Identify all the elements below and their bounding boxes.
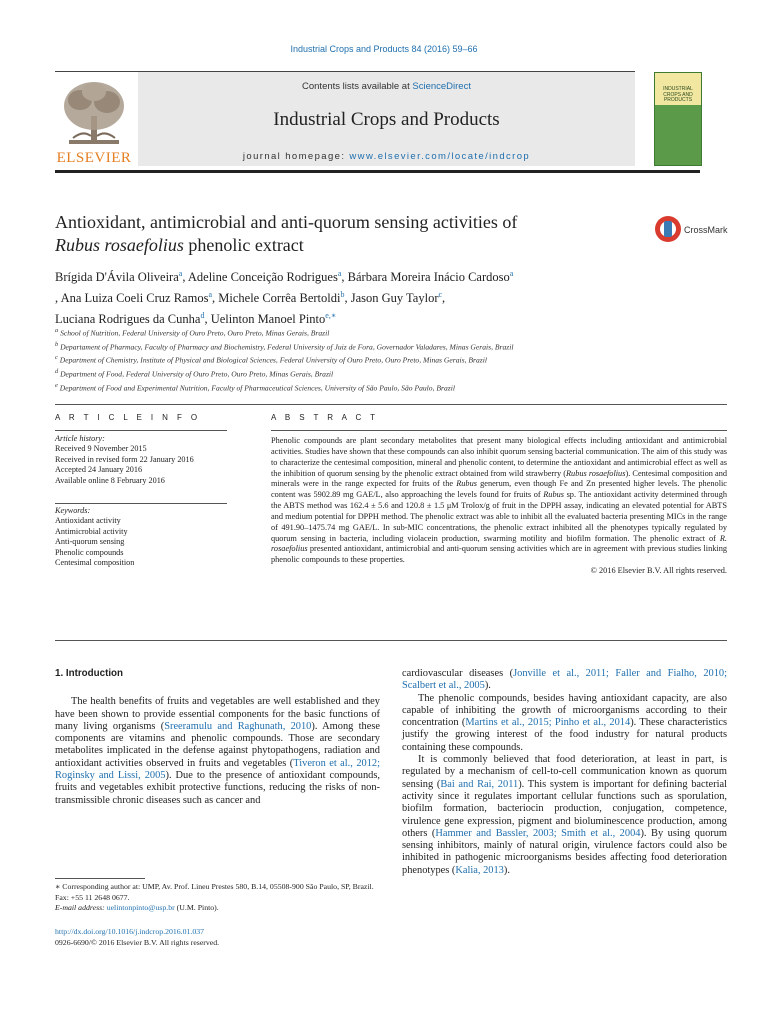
corresponding-author-footnote: ∗ Corresponding author at: UMP, Av. Prof. Lineu Prestes 580, B.14, 05508-900 São Paulo, SP, Brazil. Fax: +55 11 2648 0677. E-mail address: uelintonpinto@usp.br (U.M. Pinto).: [55, 882, 374, 912]
header-bottom-rule: [55, 170, 700, 173]
citation-link[interactable]: Jonville et al., 2011; Faller and Fialho, 2010; Scalbert et al., 2005: [402, 668, 727, 692]
author-list: Brígida D'Ávila Oliveira$^a$, Adeline Conceição Rodrigues$^a$, Bárbara Moreira Inácio Cardoso$^a$ , Ana Luiza Coeli Cruz Ramos$^a$, Michele Corrêa Bertoldi$^b$, Jason Guy Taylor$^c$, Luciana Rodrigues da Cunha$^d$, Uelinton Manoel Pinto$^{e,∗}$: [55, 269, 514, 327]
author-affiliation-mark[interactable]: a: [208, 290, 213, 300]
body-left-column: 1. Introduction The health benefits of fruits and vegetables are well established and they have been shown to provide essential components for the basic functions of many living organisms (Sreeramulu and Raghunath, 2010). Among these components are vitamins and phenolic compounds. Those are secondary metabolites implicated in the defense against phytopathogens, radiation and antioxidant activities observed in fruits and vegetables (Tiveron et al., 2012; Roginsky and Lissi, 2005). Due to the presence of antioxidant compounds, fruits and vegetables exhibit protective functions, reducing the risks of non-transmissible chronic diseases such as cancer and: [55, 668, 380, 806]
title-species: Rubus rosaefolius: [55, 235, 184, 255]
journal-title: Industrial Crops and Products: [273, 109, 500, 130]
homepage-line: [138, 151, 635, 162]
author: Ana Luiza Coeli Cruz Ramos: [60, 291, 209, 306]
author: Luciana Rodrigues da Cunha: [55, 312, 201, 327]
doi-link[interactable]: http://dx.doi.org/10.1016/j.indcrop.2016.01.037: [55, 927, 205, 936]
affiliation-item: $^d$ Department of Food, Federal University of Ouro Preto, Ouro Preto, Minas Gerais, Brazil: [55, 368, 334, 379]
keyword-item: Antioxidant activity: [55, 516, 121, 526]
author-affiliation-mark[interactable]: d: [200, 311, 205, 321]
title-line-2: phenolic extract: [183, 235, 304, 255]
history-item: Available online 8 February 2016: [55, 475, 165, 485]
copyright-notice: © 2016 Elsevier B.V. All rights reserved.: [590, 566, 727, 576]
citation-link[interactable]: Hammer and Bassler, 2003; Smith et al., 2004: [435, 827, 641, 839]
author-affiliation-mark[interactable]: a: [337, 269, 342, 278]
author: Adeline Conceição Rodrigues: [187, 270, 338, 285]
author-affiliation-mark[interactable]: a: [178, 269, 183, 278]
affiliation-item: $^e$ Department of Food and Experimental Nutrition, Faculty of Pharmaceutical Sciences, University of São Paulo, São Paulo, Brazil: [55, 381, 455, 393]
author-affiliation-mark[interactable]: e,∗: [325, 311, 337, 321]
author-affiliation-mark[interactable]: b: [340, 290, 345, 300]
crossmark-icon[interactable]: [653, 214, 683, 244]
contents-prefix: Contents lists available at: [302, 81, 413, 92]
citation-link[interactable]: Sreeramulu and Raghunath, 2010: [164, 720, 312, 732]
abstract-bottom-rule: [55, 640, 727, 641]
affiliation-item: $^c$ Department of Chemistry, Institute of Physical and Biological Sciences, Federal University of Ouro Preto, Ouro Preto, Minas Gerais, Brazil: [55, 354, 487, 365]
article-title: [55, 211, 635, 257]
introduction-heading: 1. Introduction: [55, 668, 124, 679]
crossmark-label[interactable]: CrossMark: [684, 225, 728, 235]
history-item: Received in revised form 22 January 2016: [55, 454, 194, 464]
footnote-rule: [55, 878, 145, 879]
history-item: Accepted 24 January 2016: [55, 465, 143, 475]
title-line-1: Antioxidant, antimicrobial and anti-quorum sensing activities of: [55, 212, 518, 232]
history-item: Received 9 November 2015: [55, 444, 147, 454]
homepage-prefix: journal homepage:: [242, 151, 350, 162]
doi-block: [55, 927, 380, 948]
history-label: Article history:: [55, 434, 105, 443]
journal-cover-thumbnail[interactable]: [654, 72, 702, 166]
citation-link[interactable]: Martins et al., 2015; Pinho et al., 2014: [465, 717, 631, 729]
article-info-rule: [55, 430, 227, 431]
keywords-label: Keywords:: [55, 506, 91, 515]
cover-title: INDUSTRIAL CROPS AND PRODUCTS: [663, 86, 693, 103]
citation-link[interactable]: Tiveron et al., 2012; Roginsky and Lissi, 2005: [55, 757, 380, 782]
keyword-item: Antimicrobial activity: [55, 526, 128, 536]
rights-line: 0926-6690/© 2016 Elsevier B.V. All rights reserved.: [55, 937, 220, 947]
abstract-heading: A B S T R A C T: [271, 413, 379, 422]
author: Brígida D'Ávila Oliveira: [55, 270, 179, 285]
keywords-rule: [55, 503, 227, 504]
keyword-item: Anti-quorum sensing: [55, 537, 125, 547]
contents-line: [138, 81, 635, 92]
author-affiliation-mark[interactable]: a: [509, 269, 514, 278]
article-info-heading: A R T I C L E I N F O: [55, 413, 201, 422]
affiliation-list: [55, 325, 705, 394]
article-history: [55, 434, 227, 486]
journal-reference[interactable]: Industrial Crops and Products 84 (2016) 59–66: [290, 44, 478, 54]
author: Jason Guy Taylor: [350, 291, 439, 306]
keyword-item: Phenolic compounds: [55, 547, 124, 557]
homepage-link[interactable]: www.elsevier.com/locate/indcrop: [349, 151, 531, 162]
abstract-rule: [271, 430, 727, 431]
citation-link[interactable]: Kalia, 2013: [455, 864, 504, 876]
email-link[interactable]: uelintonpinto@usp.br: [106, 903, 175, 912]
elsevier-wordmark: ELSEVIER: [56, 150, 132, 166]
keywords: [55, 506, 227, 568]
author-affiliation-mark[interactable]: c: [438, 290, 443, 300]
affiliation-item: $^a$ School of Nutrition, Federal University of Ouro Preto, Ouro Preto, Minas Gerais, Brazil: [55, 327, 330, 338]
section-top-rule: [55, 404, 727, 405]
citation-link[interactable]: Bai and Rai, 2011: [440, 778, 519, 790]
author: Michele Corrêa Bertoldi: [218, 291, 341, 306]
affiliation-item: $^b$ Departament of Pharmacy, Faculty of Pharmacy and Biochemistry, Federal University of Juiz de Fora, Governador Valadares, Minas Gerais, Brazil: [55, 340, 514, 352]
body-right-column: cardiovascular diseases (Jonville et al., 2011; Faller and Fialho, 2010; Scalbert et al., 2005). The phenolic compounds, besides having antioxidant capacity, are also capable of inhibiting the growth of microorganisms according to their concentration (Martins et al., 2015; Pinho et al., 2014). These characteristics justify the growing interest of the food industry for natural products containing these compounds. It is commonly believed that food deterioration, at least in part, is regulated by a mechanism of cell-to-cell communication known as quorum sensing (Bai and Rai, 2011). This system is important for defining bacterial activity since it regulates important cellular functions such as sporulation, biofilm formation, bacteriocin production, conjugation, competence, virulence gene expression, pigment and bioluminescence production, among others (Hammer and Bassler, 2003; Smith et al., 2004). By using quorum sensing inhibitors, mainly of natural origin, virulence factors could also be inhibited in pathogenic microorganisms besides affecting food deterioration phenotypes (Kalia, 2013).: [402, 668, 727, 876]
author: Bárbara Moreira Inácio Cardoso: [347, 270, 510, 285]
sciencedirect-link[interactable]: ScienceDirect: [412, 81, 471, 92]
keyword-item: Centesimal composition: [55, 558, 135, 568]
abstract-body: Phenolic compounds are plant secondary metabolites that present many biological effects including antioxidant and antimicrobial activities. Studies have shown that these compounds can also inhibit quorum sensing bacterial communication. The aim of this study was to characterize the centesimal composition, mineral and phenolic content, to determine the antioxidant and antimicrobial effect as well as the inhibition of quorum sensing by the phenolic extract obtained from wild strawberry (Rubus rosaefolius). Centesimal composition and minerals were in the range expected for fruits of the Rubus generum, even though Fe and Zn presented higher levels. The phenolic content was 5902.89 mg GAE/L, also approaching the levels found for fruits of Rubus sp. The antioxidant activity determined through the ABTS method was 162.4 ± 5.6 and 120.8 ± 1.5 μM Trolox/g of fruit in the DPPH assay, indicating an elevated potential for ABTS and medium potential for DPPH method. The phenolic extract was able to inhibit all the evaluated bacteria presenting MICs in the range of 491.90–1475.74 mg GAE/L. In sub-MIC concentrations, the phenolic extract inhibited all the phenotypes typically regulated by quorum sensing in bacteria, including violacein production, swarming motility and biofilm formation. The phenolic extract of R. rosaefolius presented antioxidant, antimicrobial and anti-quorum sensing activities which are in agreement with previous studies linking phenolic compounds to these properties. © 2016 Elsevier B.V. All rights reserved.: [271, 436, 727, 576]
author: Uelinton Manoel Pinto: [210, 312, 326, 327]
